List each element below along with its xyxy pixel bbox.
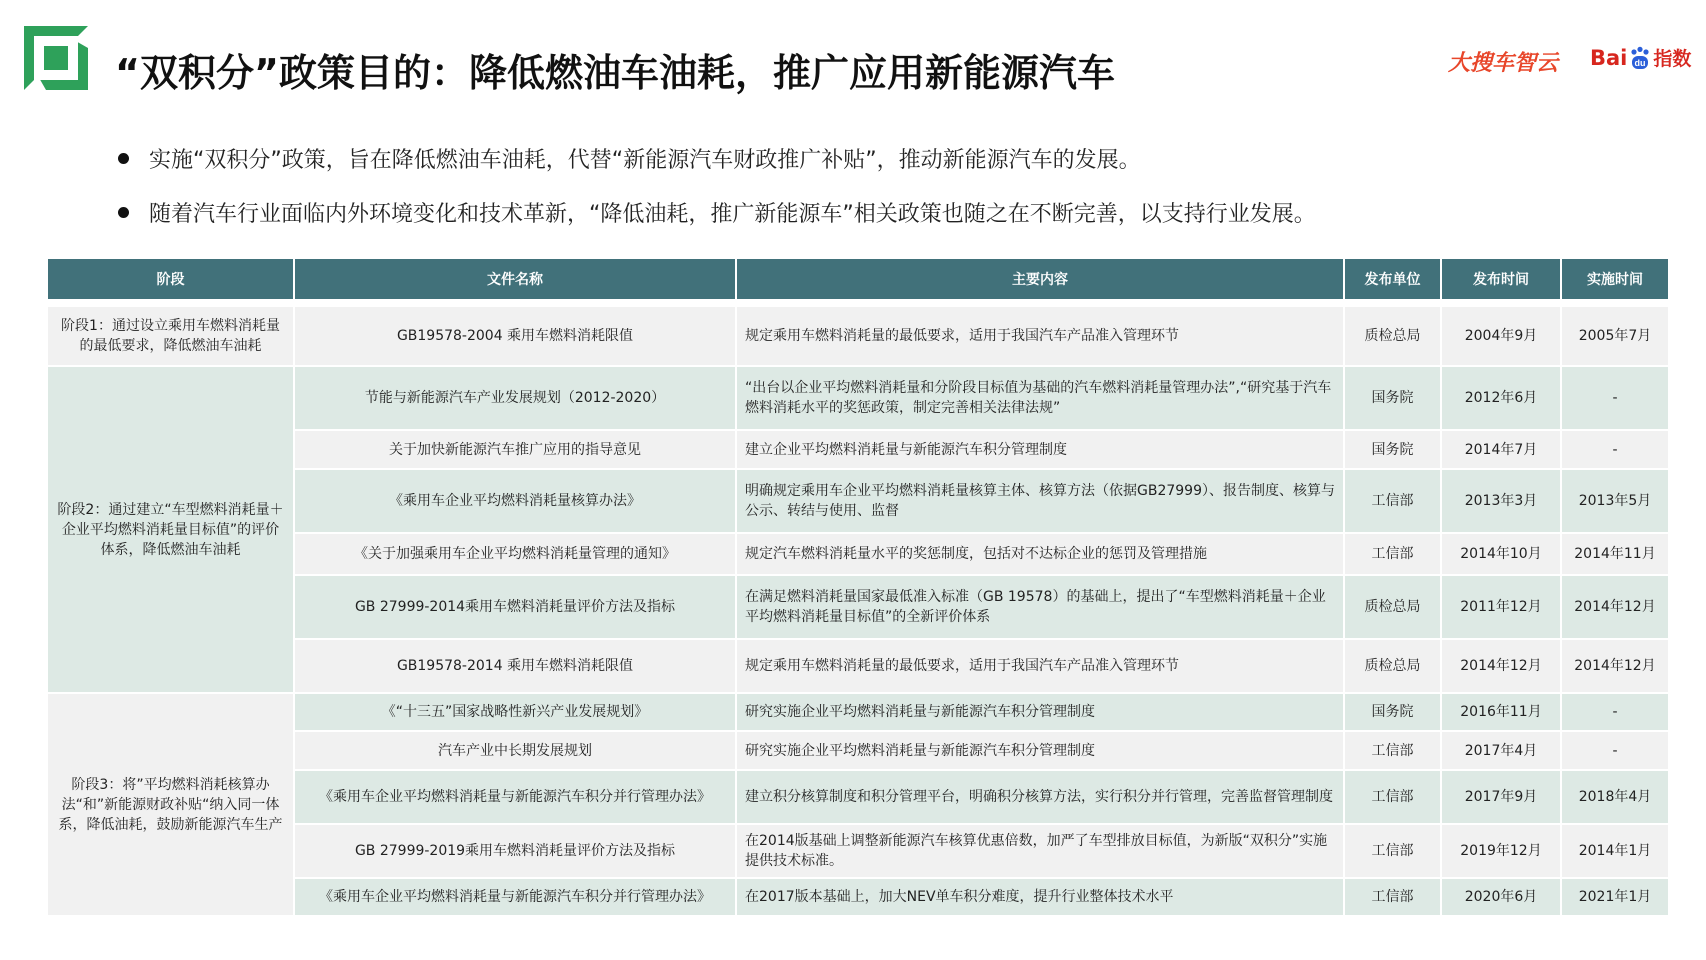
bullet-dot-icon [118, 207, 129, 218]
brand-logo-dasouche: 大搜车智云 [1448, 51, 1559, 76]
content-cell: 研究实施企业平均燃料消耗量与新能源汽车积分管理制度 [737, 694, 1343, 730]
published-cell: 2011年12月 [1442, 576, 1560, 638]
baidu-latin-text: Bai [1590, 45, 1628, 70]
table-row [48, 694, 1668, 730]
issuer-cell: 工信部 [1345, 825, 1440, 877]
published-cell: 2017年9月 [1442, 771, 1560, 823]
published-cell: 2017年4月 [1442, 732, 1560, 769]
doc-cell: 《乘用车企业平均燃料消耗量与新能源汽车积分并行管理办法》 [295, 771, 735, 823]
stage-cell: 阶段2：通过建立“车型燃料消耗量＋企业平均燃料消耗量目标值”的评价体系，降低燃油车油耗 [48, 367, 293, 692]
table-header-row [48, 259, 1668, 299]
issuer-cell: 质检总局 [1345, 576, 1440, 638]
bullet-text: 实施“双积分”政策，旨在降低燃油车油耗，代替“新能源汽车财政推广补贴”，推动新能源汽车的发展。 [149, 147, 1141, 173]
published-cell: 2014年10月 [1442, 534, 1560, 574]
doc-cell: 《关于加强乘用车企业平均燃料消耗量管理的通知》 [295, 534, 735, 574]
bullet-item [118, 189, 1658, 235]
baidu-paw-icon [1629, 46, 1651, 70]
stage-cell: 阶段3：将”平均燃料消耗核算办法“和”新能源财政补贴“纳入同一体系，降低油耗，鼓励新能源汽车生产 [48, 694, 293, 915]
content-cell: 规定汽车燃料消耗量水平的奖惩制度，包括对不达标企业的惩罚及管理措施 [737, 534, 1343, 574]
content-cell: 规定乘用车燃料消耗量的最低要求，适用于我国汽车产品准入管理环节 [737, 640, 1343, 692]
table-row [48, 367, 1668, 429]
doc-cell: 汽车产业中长期发展规划 [295, 732, 735, 769]
issuer-cell: 工信部 [1345, 732, 1440, 769]
published-cell: 2013年3月 [1442, 470, 1560, 532]
effective-cell: - [1562, 431, 1668, 468]
effective-cell: 2021年1月 [1562, 879, 1668, 915]
content-cell: 建立企业平均燃料消耗量与新能源汽车积分管理制度 [737, 431, 1343, 468]
published-cell: 2014年7月 [1442, 431, 1560, 468]
doc-cell: GB 27999-2014乘用车燃料消耗量评价方法及指标 [295, 576, 735, 638]
bullet-item [118, 135, 1658, 181]
effective-cell: 2014年1月 [1562, 825, 1668, 877]
published-cell: 2014年12月 [1442, 640, 1560, 692]
stage-cell: 阶段1：通过设立乘用车燃料消耗量的最低要求，降低燃油车油耗 [48, 307, 293, 365]
published-cell: 2019年12月 [1442, 825, 1560, 877]
doc-cell: 关于加快新能源汽车推广应用的指导意见 [295, 431, 735, 468]
issuer-cell: 国务院 [1345, 694, 1440, 730]
published-cell: 2012年6月 [1442, 367, 1560, 429]
content-cell: 在满足燃料消耗量国家最低准入标准（GB 19578）的基础上，提出了“车型燃料消耗量＋企业平均燃料消耗量目标值”的全新评价体系 [737, 576, 1343, 638]
baidu-paw-text: du [1634, 57, 1646, 68]
col-header-effective: 实施时间 [1562, 259, 1668, 299]
col-header-published: 发布时间 [1442, 259, 1560, 299]
doc-cell: 《“十三五”国家战略性新兴产业发展规划》 [295, 694, 735, 730]
col-header-stage: 阶段 [48, 259, 293, 299]
issuer-cell: 质检总局 [1345, 640, 1440, 692]
effective-cell: 2018年4月 [1562, 771, 1668, 823]
issuer-cell: 国务院 [1345, 367, 1440, 429]
logo-mark-icon [24, 26, 88, 90]
effective-cell: - [1562, 732, 1668, 769]
effective-cell: - [1562, 367, 1668, 429]
doc-cell: GB 27999-2019乘用车燃料消耗量评价方法及指标 [295, 825, 735, 877]
doc-cell: GB19578-2004 乘用车燃料消耗限值 [295, 307, 735, 365]
issuer-cell: 工信部 [1345, 879, 1440, 915]
col-header-content: 主要内容 [737, 259, 1343, 299]
col-header-doc: 文件名称 [295, 259, 735, 299]
bullet-text: 随着汽车行业面临内外环境变化和技术革新，“降低油耗，推广新能源车”相关政策也随之在不断完善，以支持行业发展。 [149, 201, 1316, 227]
effective-cell: 2014年12月 [1562, 576, 1668, 638]
brand-logo-baidu-index [1590, 44, 1691, 71]
doc-cell: 《乘用车企业平均燃料消耗量与新能源汽车积分并行管理办法》 [295, 879, 735, 915]
doc-cell: GB19578-2014 乘用车燃料消耗限值 [295, 640, 735, 692]
issuer-cell: 工信部 [1345, 534, 1440, 574]
content-cell: “出台以企业平均燃料消耗量和分阶段目标值为基础的汽车燃料消耗量管理办法”,“研究基于汽车燃料消耗水平的奖惩政策，制定完善相关法律法规” [737, 367, 1343, 429]
page-title: “双积分”政策目的：降低燃油车油耗，推广应用新能源汽车 [115, 51, 1115, 95]
published-cell: 2004年9月 [1442, 307, 1560, 365]
issuer-cell: 工信部 [1345, 771, 1440, 823]
doc-cell: 节能与新能源汽车产业发展规划（2012-2020） [295, 367, 735, 429]
content-cell: 建立积分核算制度和积分管理平台，明确积分核算方法，实行积分并行管理，完善监督管理制度 [737, 771, 1343, 823]
content-cell: 研究实施企业平均燃料消耗量与新能源汽车积分管理制度 [737, 732, 1343, 769]
doc-cell: 《乘用车企业平均燃料消耗量核算办法》 [295, 470, 735, 532]
issuer-cell: 质检总局 [1345, 307, 1440, 365]
bullet-list [118, 135, 1658, 235]
content-cell: 明确规定乘用车企业平均燃料消耗量核算主体、核算方法（依据GB27999）、报告制度、核算与公示、转结与使用、监督 [737, 470, 1343, 532]
table-row [48, 307, 1668, 365]
bullet-dot-icon [118, 153, 129, 164]
published-cell: 2016年11月 [1442, 694, 1560, 730]
content-cell: 在2017版本基础上，加大NEV单车积分难度，提升行业整体技术水平 [737, 879, 1343, 915]
col-header-issuer: 发布单位 [1345, 259, 1440, 299]
issuer-cell: 国务院 [1345, 431, 1440, 468]
issuer-cell: 工信部 [1345, 470, 1440, 532]
effective-cell: 2014年11月 [1562, 534, 1668, 574]
content-cell: 在2014版基础上调整新能源汽车核算优惠倍数，加严了车型排放目标值，为新版“双积分”实施提供技术标准。 [737, 825, 1343, 877]
baidu-zh-text: 指数 [1653, 48, 1692, 70]
effective-cell: 2013年5月 [1562, 470, 1668, 532]
effective-cell: - [1562, 694, 1668, 730]
effective-cell: 2005年7月 [1562, 307, 1668, 365]
effective-cell: 2014年12月 [1562, 640, 1668, 692]
published-cell: 2020年6月 [1442, 879, 1560, 915]
content-cell: 规定乘用车燃料消耗量的最低要求，适用于我国汽车产品准入管理环节 [737, 307, 1343, 365]
policy-table [46, 257, 1670, 917]
